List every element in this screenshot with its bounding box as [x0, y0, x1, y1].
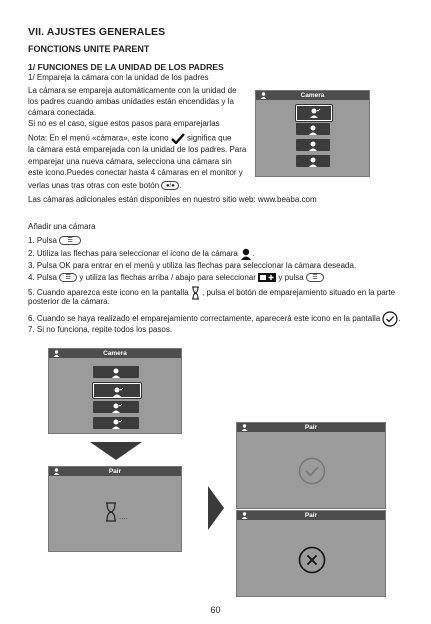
camera-slot-3[interactable]: [296, 139, 330, 151]
parent-heading: FONCTIONS UNITE PARENT: [28, 44, 150, 54]
camera-paired-icon: [94, 386, 140, 397]
pair-waiting-screen: [48, 466, 182, 552]
step-3: 3. Pulsa OK para entrar en el menú y utiliza las flechas para seleccionar la cámara deseada.: [28, 261, 357, 270]
camera-icon: [296, 124, 330, 136]
step-text: 5. Cuando aparezca este icono en la pantalla: [28, 288, 189, 298]
hourglass-icon: [105, 502, 117, 522]
para-line: cámara conectada.: [28, 108, 97, 117]
checkmark-icon: [171, 133, 185, 144]
camera-menu-screen-2: [48, 348, 182, 434]
camera-slot-3[interactable]: [93, 401, 139, 413]
step-2: 2. Utiliza las flechas para seleccionar el icono de la cámara .: [28, 249, 255, 259]
person-icon: [260, 92, 267, 99]
para-line: los padres cuando ambas unidades están encendidas y la: [28, 97, 234, 106]
camera-cycle-button-icon: ●/●: [161, 181, 179, 190]
hourglass-icon: [191, 286, 200, 300]
note-line: emparejar una nueva cámara, selecciona una cámara sin: [28, 157, 232, 166]
note-line: verlas unas tras otras con este botón ●/● .: [28, 181, 182, 190]
note-text: Nota: En el menú «cámara», este icono: [28, 133, 169, 143]
screen-header: [237, 511, 385, 520]
step-text: y utiliza las flechas arriba / abajo para seleccionar: [79, 273, 256, 282]
menu-button-icon: ☰: [306, 273, 324, 282]
camera-icon: [296, 156, 330, 168]
screen-header: [256, 91, 369, 100]
note-text: verlas unas tras otras con este botón: [28, 181, 160, 190]
camera-slot-4[interactable]: [296, 155, 330, 167]
person-icon: [241, 424, 248, 431]
step-text: 2. Utiliza las flechas para seleccionar el icono de la cámara: [28, 249, 238, 259]
person-icon: [53, 468, 60, 475]
para-line: Si no es el caso, sigue estos pasos para emparejarlas: [28, 119, 220, 128]
pair-success-screen: [236, 422, 386, 509]
camera-paired-icon: [93, 402, 139, 414]
note-line: la cámara está emparejada con la unidad de los padres. Para: [28, 145, 247, 154]
subheading: 1/ FUNCIONES DE LA UNIDAD DE LOS PADRES: [28, 62, 224, 72]
screen-header: [237, 423, 385, 432]
para-line: 1/ Empareja la cámara con la unidad de los padres: [28, 73, 209, 82]
camera-paired-icon: [297, 107, 331, 119]
step-6: 6. Cuando se haya realizado el emparejamiento correctamente, aparecerá este icono en la pantalla .: [28, 311, 401, 327]
camera-slot-2[interactable]: [296, 123, 330, 135]
screen-title: Pair: [304, 512, 318, 519]
camera-icon: [93, 367, 139, 379]
camera-slot-1[interactable]: [93, 366, 139, 378]
step-text: , pulsa el botón de emparejamiento situado en la parte: [202, 288, 396, 298]
camera-menu-screen: [255, 90, 370, 177]
note-line: este icono.Puedes conectar hasta 4 cámaras en el monitor y: [28, 168, 243, 177]
step-7: 7. Si no funciona, repite todos los pasos.: [28, 325, 173, 334]
screen-title: Camera: [300, 92, 325, 99]
screen-title: Pair: [108, 468, 122, 475]
camera-slot-2[interactable]: [93, 383, 141, 398]
success-check-icon: [298, 457, 326, 485]
step-5-cont: posterior de la cámara.: [28, 297, 110, 306]
pair-fail-screen: [236, 510, 386, 597]
person-icon: [241, 512, 248, 519]
camera-paired-icon: [93, 418, 139, 430]
step-1: [28, 236, 81, 247]
add-camera-icon: [258, 273, 276, 282]
add-camera-title: Añadir una cámara: [28, 222, 96, 231]
page-number: 60: [210, 605, 221, 615]
screen-title: Pair: [304, 424, 318, 431]
step-text: 1. Pulsa: [28, 236, 57, 245]
person-icon: [53, 350, 60, 357]
step-text: 6. Cuando se haya realizado el emparejamiento correctamente, aparecerá este icono en la pantalla: [28, 314, 381, 324]
camera-icon: [240, 248, 252, 260]
screen-title: Camera: [103, 350, 127, 357]
camera-slot-1[interactable]: [296, 105, 332, 121]
step-4: [28, 273, 324, 284]
success-check-icon: [382, 311, 398, 327]
fail-cross-icon: [298, 546, 326, 574]
step-text: 4. Pulsa: [28, 273, 57, 282]
menu-button-icon: ☰: [59, 273, 77, 282]
para-line: La cámara se empareja automáticamente con la unidad de: [28, 86, 237, 95]
note-text: significa que: [187, 133, 232, 143]
right-arrow-icon: [208, 486, 224, 530]
camera-slot-4[interactable]: [93, 417, 139, 429]
screen-header: [49, 467, 181, 476]
more-cameras-line: Las cámaras adicionales están disponibles en nuestro sitio web: www.beaba.com: [28, 195, 317, 204]
screen-header: [49, 349, 181, 358]
down-arrow-icon: [90, 442, 142, 460]
camera-icon: [296, 140, 330, 152]
note-line: [28, 133, 231, 144]
menu-button-icon: ☰: [59, 236, 81, 245]
waiting-dots: ....: [119, 512, 128, 521]
section-heading: VII. AJUSTES GENERALES: [28, 26, 166, 38]
step-text: y pulsa: [278, 273, 304, 282]
